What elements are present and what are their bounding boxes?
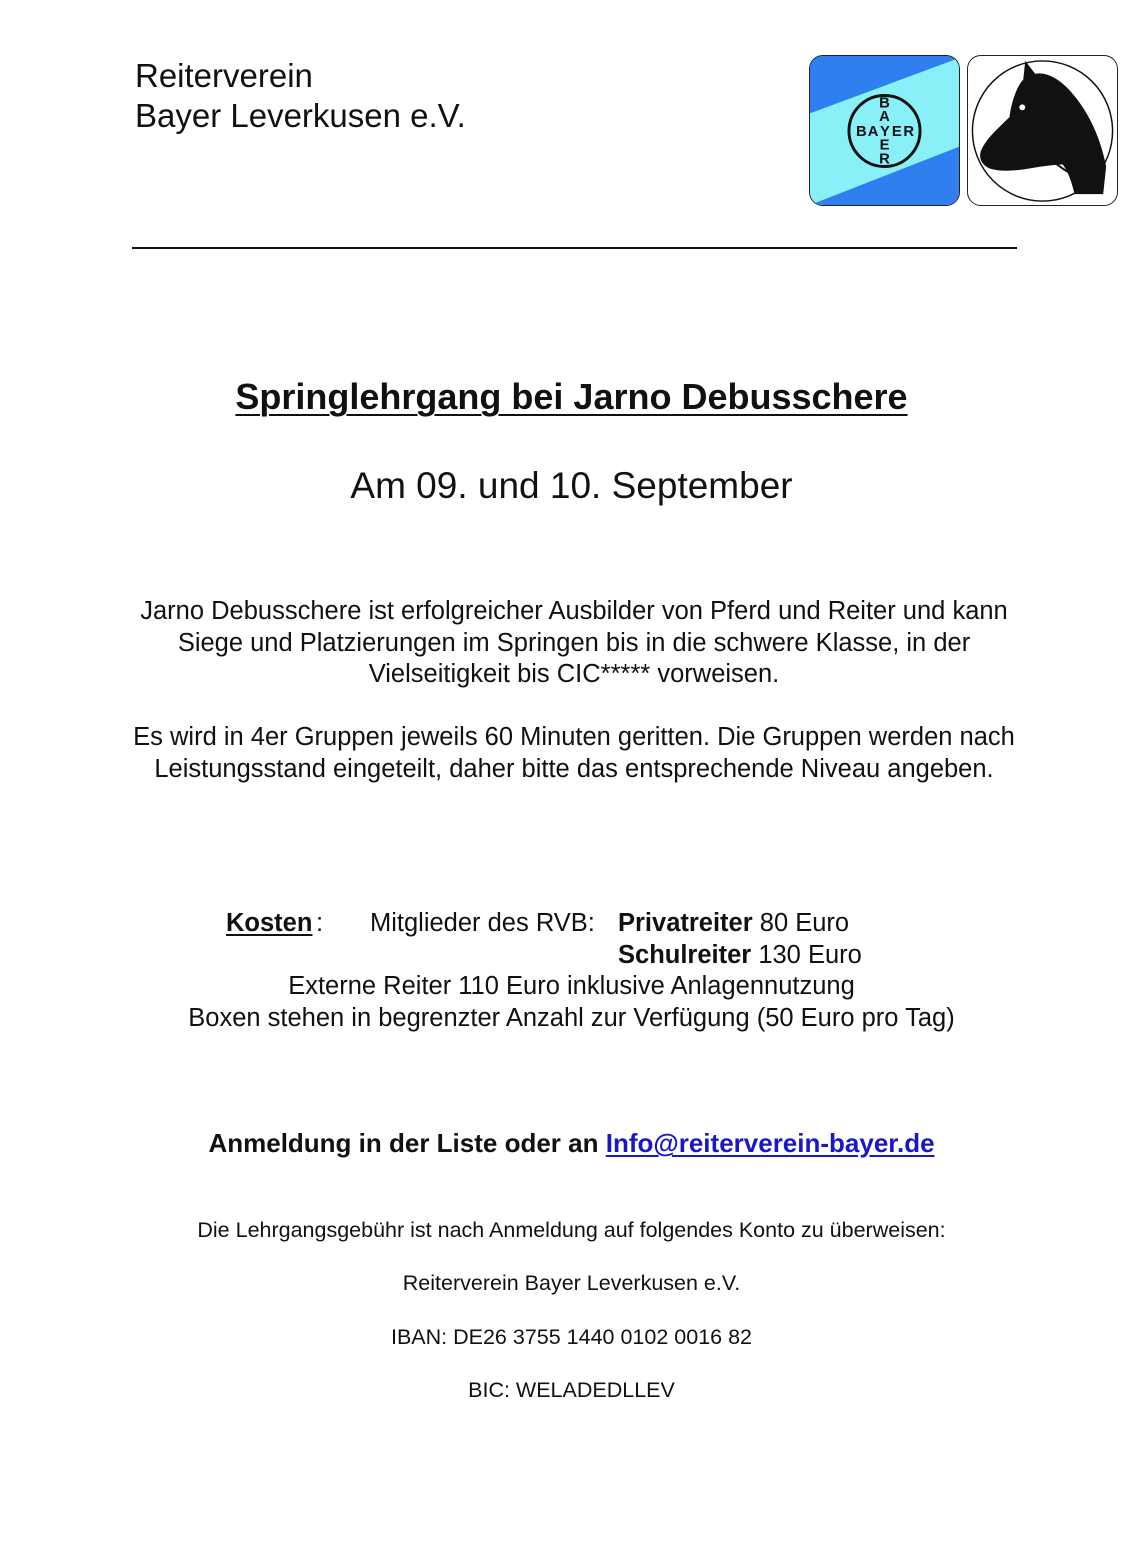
costs-section <box>0 908 1143 1034</box>
school-rider-label: Schulreiter <box>618 940 752 969</box>
boxes-info: Boxen stehen in begrenzter Anzahl zur Verfügung (50 Euro pro Tag) <box>188 1003 955 1032</box>
bank-account-holder: Reiterverein Bayer Leverkusen e.V. <box>402 1271 741 1295</box>
signup-line <box>0 1126 1143 1160</box>
svg-text:B: B <box>855 123 867 140</box>
horse-head-icon <box>968 56 1117 205</box>
signup-text: Anmeldung in der Liste oder an <box>208 1128 599 1158</box>
header-divider <box>132 247 1017 249</box>
costs-row-members <box>0 908 1143 940</box>
bank-iban: IBAN: DE26 3755 1440 0102 0016 82 <box>390 1325 752 1349</box>
club-name-line-1: Reiterverein <box>135 57 313 94</box>
signup-email-link[interactable]: Info@reiterverein-bayer.de <box>605 1128 935 1158</box>
school-rider-price <box>618 940 862 972</box>
bayer-logo <box>809 55 960 206</box>
svg-text:Y: Y <box>880 123 890 140</box>
svg-text:E: E <box>891 123 902 140</box>
svg-text:R: R <box>903 123 915 140</box>
external-riders-price: Externe Reiter 110 Euro inklusive Anlagennutzung <box>288 972 855 1000</box>
members-label: Mitglieder des RVB: <box>370 909 595 937</box>
costs-row-school <box>0 940 1143 972</box>
description-text-1: Jarno Debusschere ist erfolgreicher Ausbilder von Pferd und Reiter und kann Siege und Platzierungen im Springen bis in die schwere Klasse, in der Vielseitigkeit bis CIC***** vorweisen. <box>140 597 1008 688</box>
svg-text:A: A <box>879 109 890 126</box>
description-text-2: Es wird in 4er Gruppen jeweils 60 Minuten geritten. Die Gruppen werden nach Leistungsstand eingeteilt, daher bitte das entsprechende Niveau angeben. <box>133 723 1015 783</box>
bank-bic: BIC: WELADEDLLEV <box>468 1378 675 1402</box>
description-paragraph-1 <box>120 596 1028 691</box>
svg-text:E: E <box>879 137 890 154</box>
bayer-cross-icon <box>810 56 959 205</box>
costs-label: Kosten <box>226 909 313 937</box>
costs-colon: : <box>316 909 324 937</box>
svg-text:B: B <box>879 95 890 112</box>
horse-logo <box>967 55 1118 206</box>
svg-text:R: R <box>879 151 890 168</box>
school-rider-amount: 130 Euro <box>758 940 862 969</box>
event-title: Springlehrgang bei Jarno Debusschere <box>235 376 908 417</box>
svg-text:A: A <box>867 123 879 140</box>
event-date: Am 09. und 10. September <box>350 465 793 506</box>
private-rider-amount: 80 Euro <box>759 909 850 937</box>
private-rider-price <box>618 908 849 940</box>
club-name-line-2: Bayer Leverkusen e.V. <box>135 97 466 134</box>
club-name <box>135 56 466 136</box>
bank-instruction: Die Lehrgangsgebühr ist nach Anmeldung auf folgendes Konto zu überweisen: <box>197 1218 946 1242</box>
description-paragraph-2 <box>120 722 1028 785</box>
private-rider-label: Privatreiter <box>618 909 753 937</box>
